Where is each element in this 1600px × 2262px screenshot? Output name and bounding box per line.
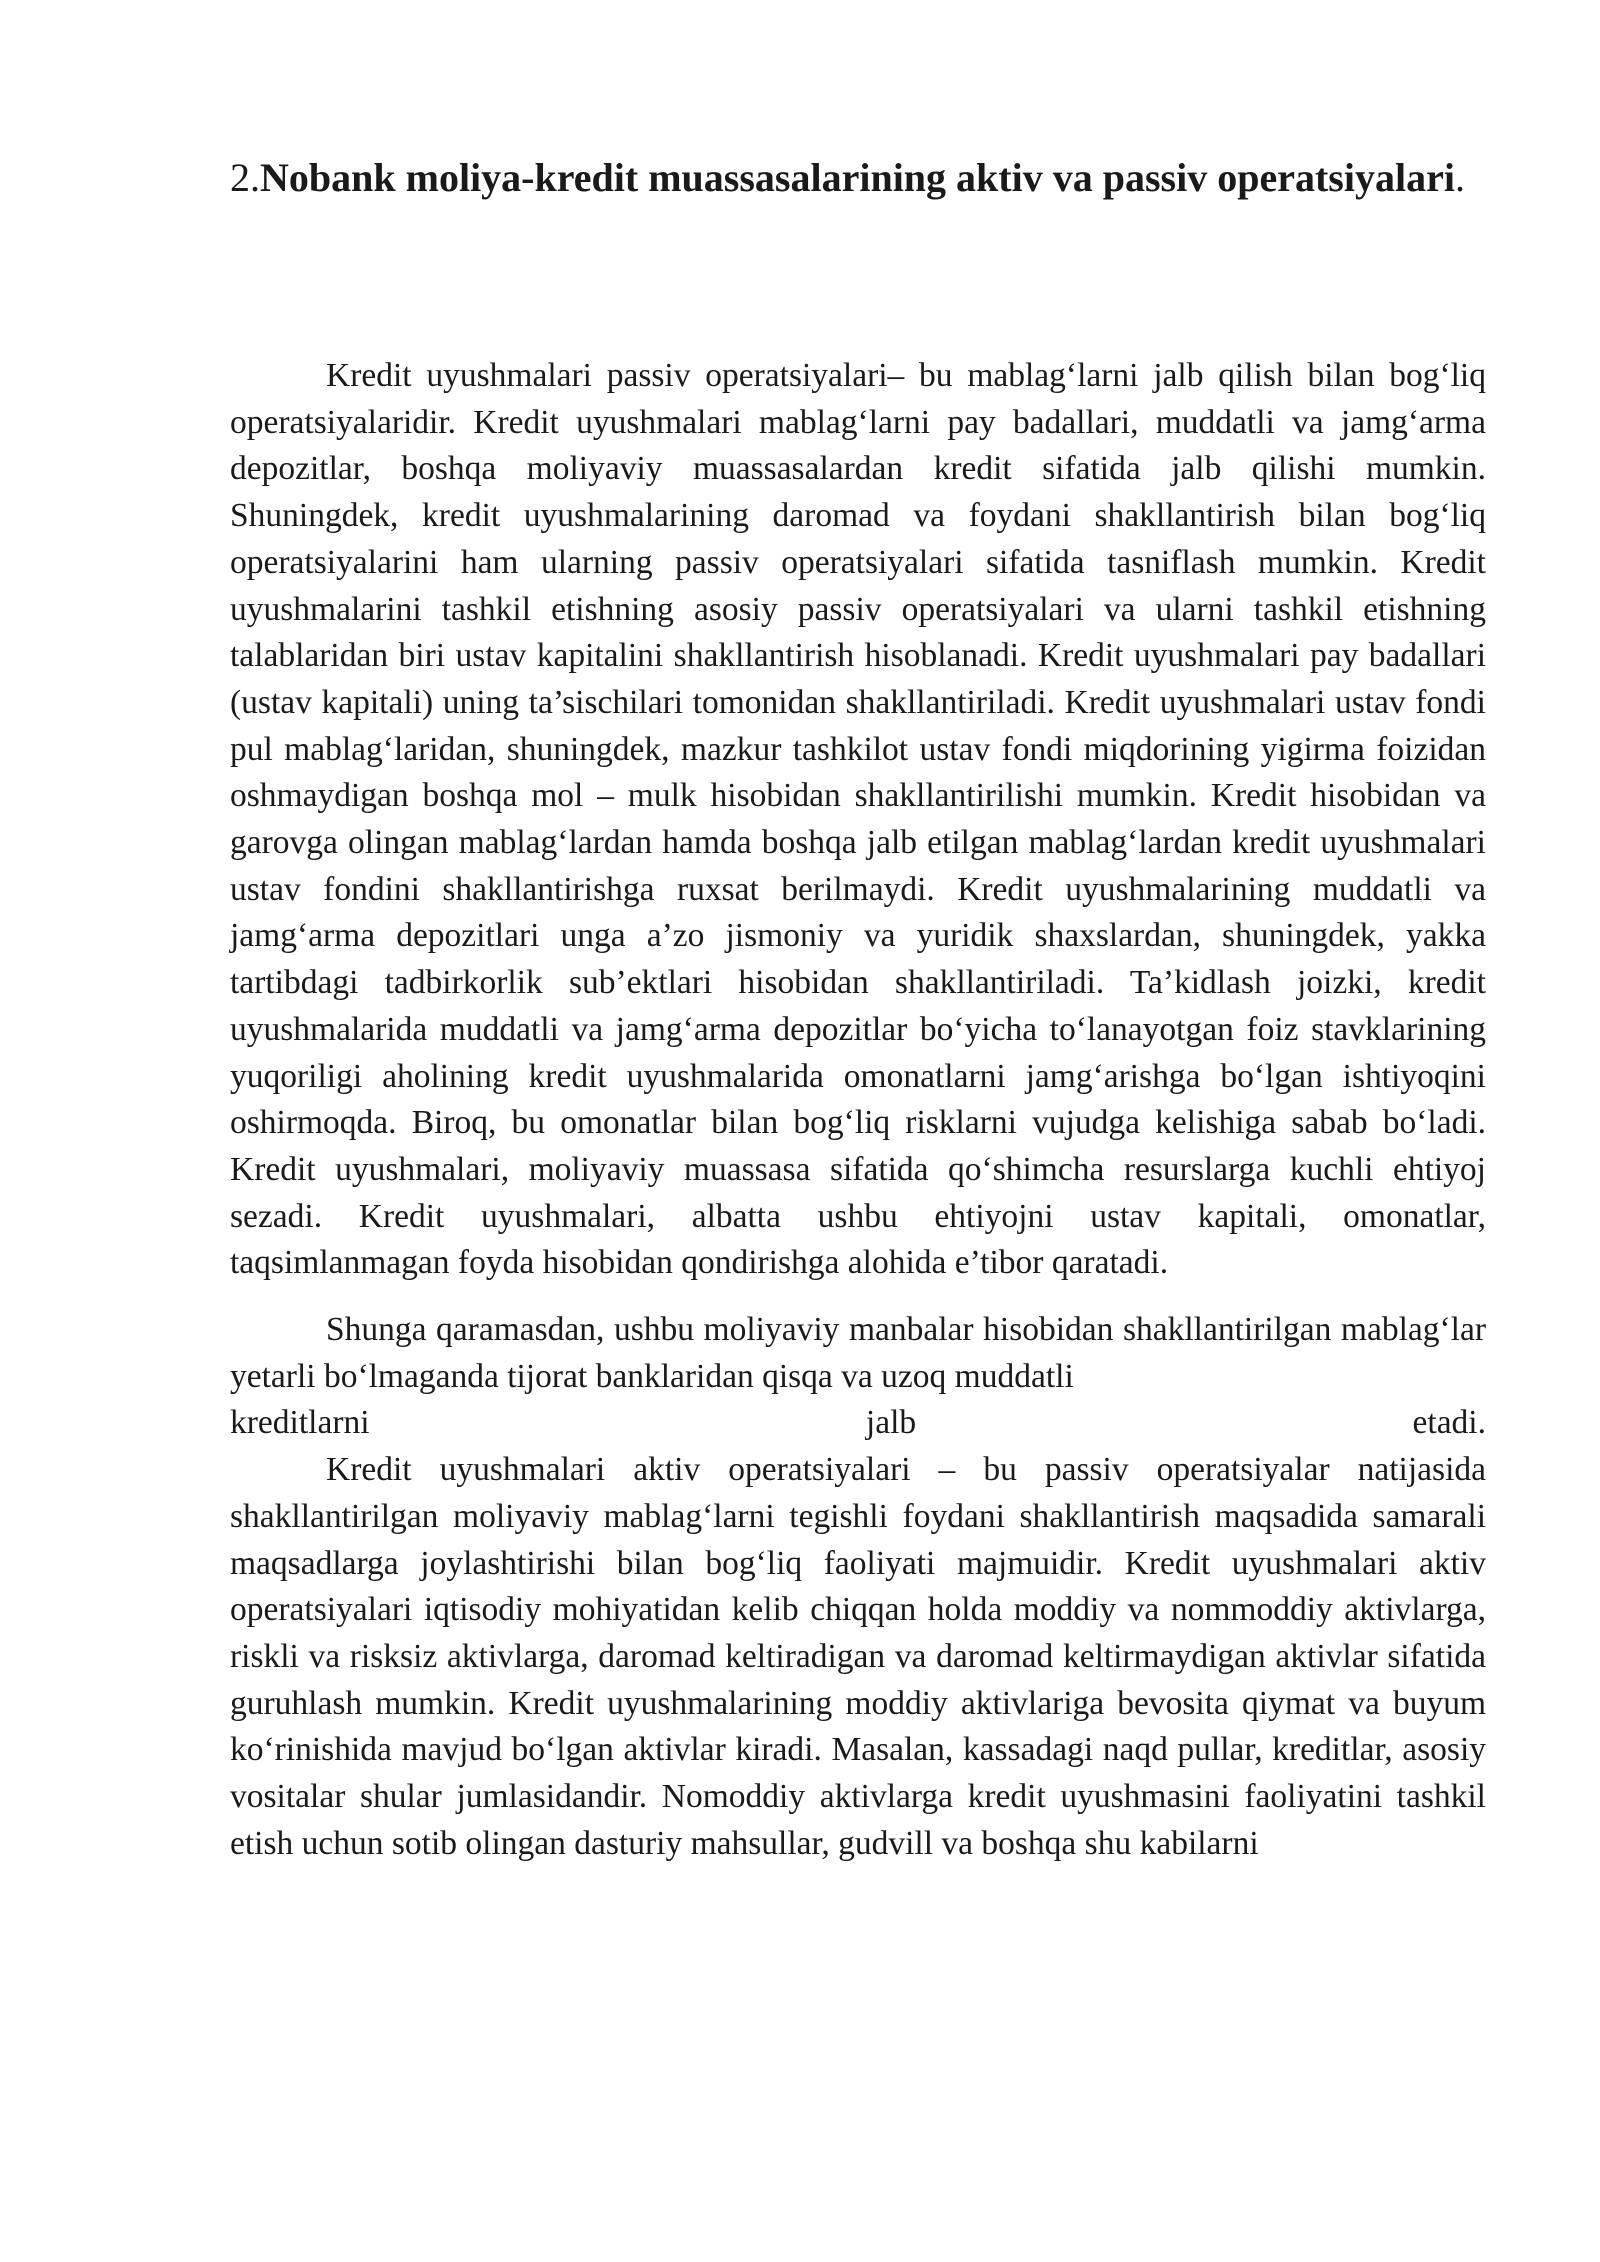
- split-word-middle: jalb: [865, 1404, 917, 1442]
- paragraph-funding-sources-last-line: [230, 1400, 1486, 1447]
- section-title: Nobank moliya-kredit muassasalarining aktiv va passiv operatsiyalari: [260, 155, 1455, 200]
- split-word-left: kreditlarni: [230, 1404, 370, 1442]
- section-heading: [230, 140, 1486, 215]
- paragraph-active-operations: Kredit uyushmalari aktiv operatsiyalari – bu passiv operatsiyalar natijasida shakllantirilgan moliyaviy mablag‘larni tegishli foydani shakllantirish maqsadida samarali maqsadlarga joylashtirishi bilan bog‘liq faoliyati majmuidir. Kredit uyushmalari aktiv operatsiyalari iqtisodiy mohiyatidan kelib chiqqan holda moddiy va nommoddiy aktivlarga, riskli va risksiz aktivlarga, daromad keltiradigan va daromad keltirmaydigan aktivlar sifatida guruhlash mumkin. Kredit uyushmalarining moddiy aktivlariga bevosita qiymat va buyum ko‘rinishida mavjud bo‘lgan aktivlar kiradi. Masalan, kassadagi naqd pullar, kreditlar, asosiy vositalar shular jumlasidandir. Nomoddiy aktivlarga kredit uyushmasini faoliyatini tashkil etish uchun sotib olingan dasturiy mahsullar, gudvill va boshqa shu kabilarni: [230, 1451, 1486, 1862]
- document-page: [230, 140, 1486, 1868]
- paragraph-passive-operations: Kredit uyushmalari passiv operatsiyalari– bu mablag‘larni jalb qilish bilan bog‘liq operatsiyalaridir. Kredit uyushmalari mablag‘larni pay badallari, muddatli va jamg‘arma depozitlar, boshqa moliyaviy muassasalardan kredit sifatida jalb qilishi mumkin. Shuningdek, kredit uyushmalarining daromad va foydani shakllantirish bilan bog‘liq operatsiyalarini ham ularning passiv operatsiyalari sifatida tasniflash mumkin. Kredit uyushmalarini tashkil etishning asosiy passiv operatsiyalari va ularni tashkil etishning talablaridan biri ustav kapitalini shakllantirish hisoblanadi. Kredit uyushmalari pay badallari (ustav kapitali) uning ta’sischilari tomonidan shakllantiriladi. Kredit uyushmalari ustav fondi pul mablag‘laridan, shuningdek, mazkur tashkilot ustav fondi miqdorining yigirma foizidan oshmaydigan boshqa mol – mulk hisobidan shakllantirilishi mumkin. Kredit hisobidan va garovga olingan mablag‘lardan hamda boshqa jalb etilgan mablag‘lardan kredit uyushmalari ustav fondini shakllantirishga ruxsat berilmaydi. Kredit uyushmalarining muddatli va jamg‘arma depozitlari unga a’zo jismoniy va yuridik shaxslardan, shuningdek, yakka tartibdagi tadbirkorlik sub’ektlari hisobidan shakllantiriladi. Ta’kidlash joizki, kredit uyushmalarida muddatli va jamg‘arma depozitlar bo‘yicha to‘lanayotgan foiz stavklarining yuqoriligi aholining kredit uyushmalarida omonatlarni jamg‘arishga bo‘lgan ishtiyoqini oshirmoqda. Biroq, bu omonatlar bilan bog‘liq risklarni vujudga kelishiga sabab bo‘ladi. Kredit uyushmalari, moliyaviy muassasa sifatida qo‘shimcha resurslarga kuchli ehtiyoj sezadi. Kredit uyushmalari, albatta ushbu ehtiyojni ustav kapitali, omonatlar, taqsimlanmagan foyda hisobidan qondirishga alohida e’tibor qaratadi.: [230, 357, 1486, 1282]
- section-number: 2.: [230, 155, 260, 200]
- paragraph-funding-sources: Shunga qaramasdan, ushbu moliyaviy manbalar hisobidan shakllantirilgan mablag‘lar yetarli bo‘lmaganda tijorat banklaridan qisqa va uzoq muddatli: [230, 1311, 1486, 1395]
- section-title-period: .: [1454, 155, 1465, 200]
- split-word-right: etadi.: [1412, 1404, 1486, 1442]
